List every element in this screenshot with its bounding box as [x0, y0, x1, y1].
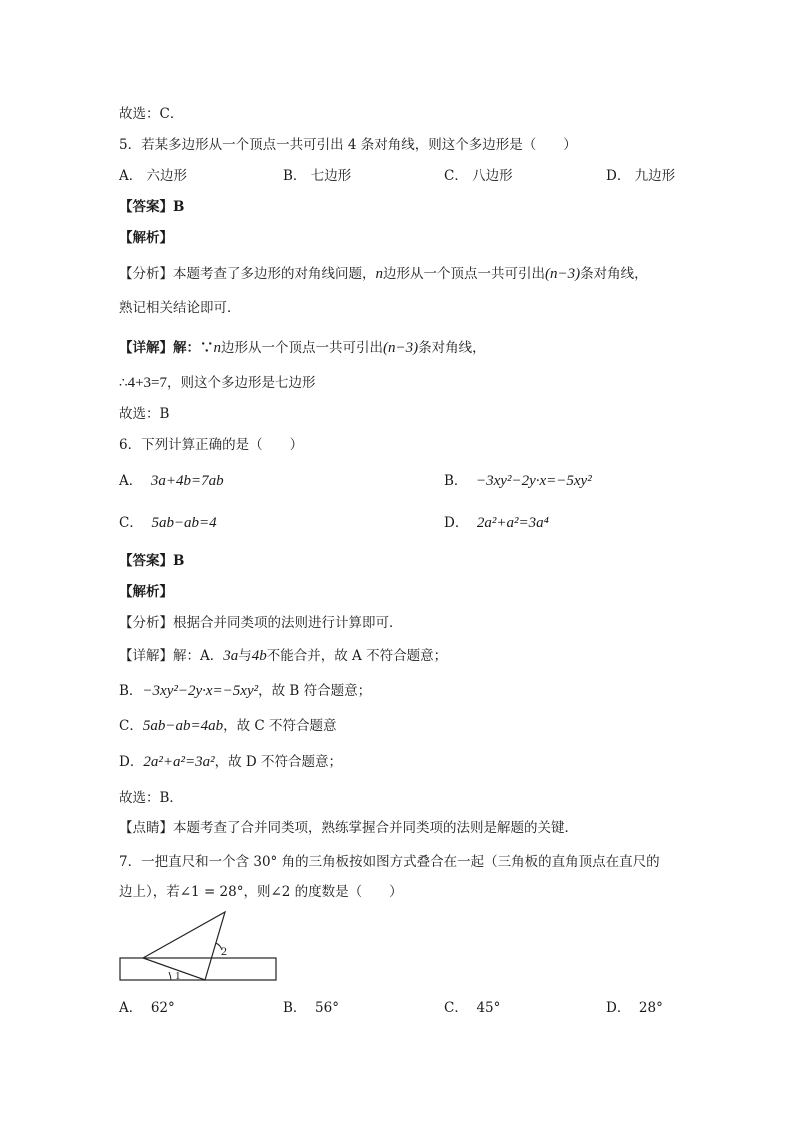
question-6-stem: 6．下列计算正确的是（ ） — [119, 437, 304, 453]
q5-conclusion: 故选：B — [119, 406, 170, 422]
angle-2-label: 2 — [221, 944, 227, 958]
q6-option-b: B． −3xy²−2y·x=−5xy² — [444, 473, 592, 489]
question-5-stem: 5．若某多边形从一个顶点一共可引出 4 条对角线，则这个多边形是（ ） — [119, 137, 577, 153]
set-square-triangle — [143, 912, 225, 980]
question-7-stem-line2: 边上），若∠1 = 28°，则∠2 的度数是（ ） — [119, 884, 403, 900]
q6-analysis: 【分析】根据合并同类项的法则进行计算即可． — [119, 615, 403, 631]
q7-option-a: A． 62° — [119, 1000, 175, 1016]
q7-option-b: B． 56° — [283, 1000, 339, 1016]
q5-detail-line1: 【详解】解：∵n边形从一个顶点一共可引出(n−3)条对角线， — [119, 340, 486, 356]
q5-analysis-line2: 熟记相关结论即可． — [119, 300, 241, 316]
q6-option-c: C． 5ab−ab=4 — [119, 515, 217, 531]
q5-analysis-line1: 【分析】本题考查了多边形的对角线问题，n边形从一个顶点一共可引出(n−3)条对角线， — [119, 266, 648, 282]
q7-option-c: C． 45° — [444, 1000, 501, 1016]
q5-option-d: D． 九边形 — [606, 168, 676, 184]
angle-1-arc — [169, 972, 171, 980]
q6-detail-c: C．5ab−ab=4ab，故 C 不符合题意 — [119, 718, 337, 734]
q6-analysis-heading: 【解析】 — [119, 584, 173, 600]
q5-answer: 【答案】B — [119, 199, 185, 215]
ruler — [120, 958, 276, 980]
q5-analysis-heading: 【解析】 — [119, 230, 173, 246]
q6-detail-b: B．−3xy²−2y·x=−5xy²，故 B 符合题意； — [119, 683, 372, 699]
q6-detail-d: D．2a²+a²=3a²，故 D 不符合题意； — [119, 754, 342, 770]
q7-option-d: D． 28° — [606, 1000, 663, 1016]
question-7-stem-line1: 7．一把直尺和一个含 30° 角的三角板按如图方式叠合在一起（三角板的直角顶点在直尺的 — [119, 854, 660, 870]
q5-detail-line2: ∴4+3=7，则这个多边形是七边形 — [119, 375, 316, 391]
q6-answer: 【答案】B — [119, 553, 185, 569]
ruler-triangle-figure — [119, 910, 279, 984]
q6-key-point: 【点睛】本题考查了合并同类项，熟练掌握合并同类项的法则是解题的关键． — [119, 820, 578, 836]
q6-option-a: A． 3a+4b=7ab — [119, 473, 224, 489]
q5-option-a: A． 六边形 — [119, 168, 188, 184]
q6-option-d: D． 2a²+a²=3a⁴ — [444, 515, 549, 531]
q6-detail-a: 【详解】解：A．3a与4b不能合并，故 A 不符合题意； — [119, 648, 448, 664]
q5-option-b: B． 七边形 — [283, 168, 352, 184]
prev-answer-line: 故选：C． — [119, 106, 184, 122]
q6-conclusion: 故选：B． — [119, 790, 183, 806]
angle-1-label: 1 — [175, 970, 181, 982]
q5-option-c: C． 八边形 — [444, 168, 513, 184]
